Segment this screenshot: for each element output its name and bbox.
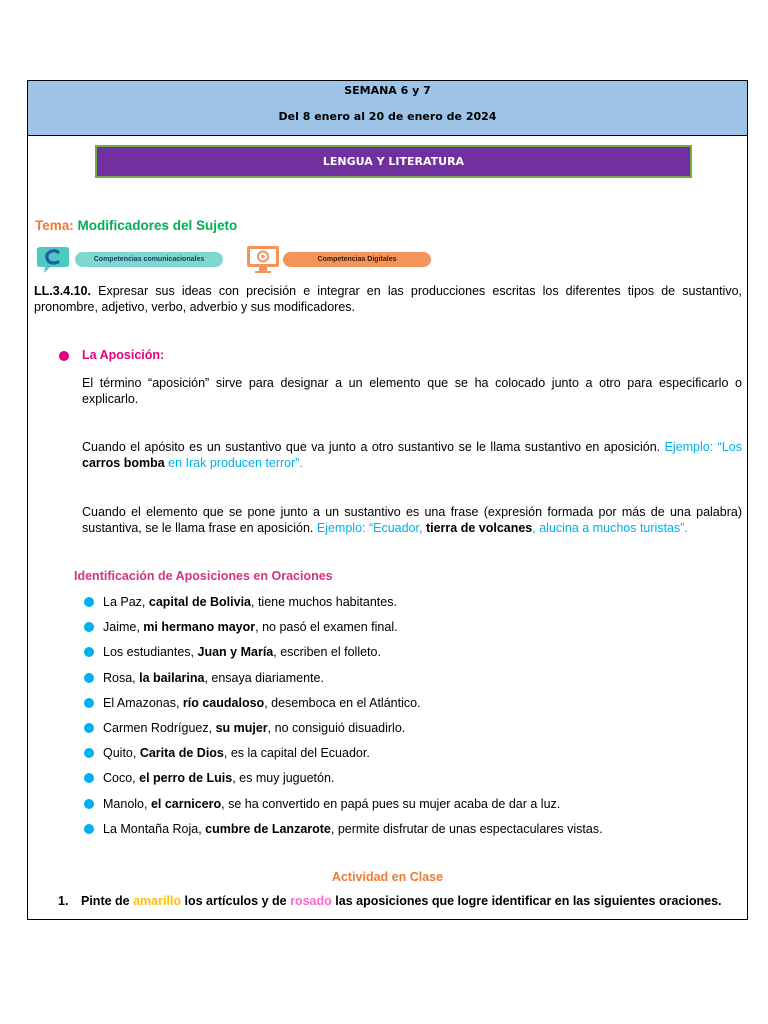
bullet-icon [84,622,94,632]
sentence [103,745,370,761]
sentence [103,670,324,686]
example-text: Ejemplo: “Los [664,440,742,454]
aposition-phrase: el carnicero [150,796,222,811]
sentence [103,770,334,786]
aposition-title: La Aposición: [82,348,165,362]
instruction-pink: rosado [290,894,332,908]
example-text: Ejemplo: “Ecuador, [316,521,426,535]
sentence [103,619,398,635]
identification-title: Identificación de Aposiciones en Oraciones [74,569,333,583]
activity-title: Actividad en Clase [331,870,444,884]
sentence-end: , no pasó el examen final. [255,620,398,635]
objective-text: Expresar sus ideas con precisión e integrar en las producciones escritas los diferentes tipos de sustantivo, pronombre, adjetivo, verbo, adverbio y sus modificadores. [34,284,742,314]
sentence-end: , se ha convertido en papá pues su mujer acaba de dar a luz. [221,796,561,811]
bullet-icon [84,773,94,783]
sentence-end: , no consiguió disuadirlo. [267,721,406,735]
objective-code: LL.3.4.10. [34,284,91,298]
sentence-start: El Amazonas, [103,695,183,710]
sentence-end: , es la capital del Ecuador. [223,746,370,761]
noun-aposition-paragraph [82,439,742,471]
bullet-icon [84,723,94,733]
competency-communication [36,244,236,274]
sentence-start: Los estudiantes, [103,645,198,660]
bullet-icon [59,351,69,361]
bullet-icon [84,799,94,809]
learning-objective [34,283,742,315]
instruction-yellow: amarillo [133,894,182,908]
sentence-end: , escriben el folleto. [273,645,381,660]
instruction-text: las aposiciones que logre identificar en las siguientes oraciones. [331,894,722,908]
topic-value: Modificadores del Sujeto [77,218,238,233]
competency-digital [245,244,445,274]
topic-label: Tema: [35,218,74,233]
sentence-start: Quito, [103,746,140,761]
aposition-phrase: su mujer [215,721,268,735]
week-title: SEMANA 6 y 7 [344,84,431,97]
bullet-icon [84,597,94,607]
activity-instruction [58,894,722,908]
sentence [103,695,421,711]
bullet-icon [84,698,94,708]
date-range: Del 8 enero al 20 de enero de 2024 [278,110,497,123]
sentence-start: Carmen Rodríguez, [103,721,216,735]
paragraph-text: Cuando el apósito es un sustantivo que va junto a otro sustantivo se le llama sustantivo en aposición. [82,440,665,454]
chat-bubble-icon [36,244,70,274]
example-aposition: tierra de volcanes [425,521,533,535]
sentence-end: , tiene muchos habitantes. [251,595,397,609]
sentence-start: Coco, [103,771,140,786]
competency-label: Competencias Digitales [283,252,431,267]
bullet-icon [84,673,94,683]
aposition-phrase: capital de Bolivia [148,595,251,609]
sentence [103,796,560,812]
computer-monitor-icon [245,244,281,274]
bullet-icon [84,824,94,834]
topic-title [35,218,237,233]
sentence-end: , ensaya diariamente. [204,670,324,685]
sentence-start: La Montaña Roja, [103,821,206,836]
week-header [28,81,747,136]
example-aposition: carros bomba [82,456,165,470]
example-text: , alucina a muchos turistas”. [532,521,688,535]
document-frame [27,80,748,920]
aposition-phrase: el perro de Luis [139,771,233,786]
sentence-start: Rosa, [103,670,140,685]
phrase-aposition-paragraph [82,504,742,536]
sentence-start: La Paz, [103,595,149,609]
sentence [103,821,603,837]
aposition-definition: El término “aposición” sirve para designar a un elemento que se ha colocado junto a otro para especificarlo o explicarlo. [82,376,742,406]
instruction-text: los artículos y de [181,894,291,908]
example-text: en Irak producen terror”. [164,456,303,470]
sentence-start: Manolo, [103,796,151,811]
aposition-phrase: Juan y María [197,645,274,660]
sentence [103,720,405,736]
competency-label: Competencias comunicacionales [75,252,223,267]
instruction-number: 1. [58,894,69,908]
bullet-icon [84,748,94,758]
instruction-text: Pinte de [81,894,134,908]
aposition-phrase: Carita de Dios [139,746,224,761]
aposition-phrase: río caudaloso [182,695,265,710]
sentence [103,594,397,610]
aposition-phrase: mi hermano mayor [143,620,256,635]
aposition-phrase: cumbre de Lanzarote [205,821,331,836]
subject-banner: LENGUA Y LITERATURA [95,145,692,178]
bullet-icon [84,647,94,657]
sentence-end: , es muy juguetón. [232,771,335,786]
sentence [103,644,381,660]
sentence-start: Jaime, [103,620,144,635]
sentence-end: , permite disfrutar de unas espectaculares vistas. [330,821,603,836]
paragraph-text: Cuando el elemento que se pone junto a un sustantivo es una frase (expresión formada por más de una palabra) sustantiva, se le llama frase en aposición. [82,505,742,535]
sentence-end: , desemboca en el Atlántico. [264,695,421,710]
aposition-phrase: la bailarina [139,670,205,685]
